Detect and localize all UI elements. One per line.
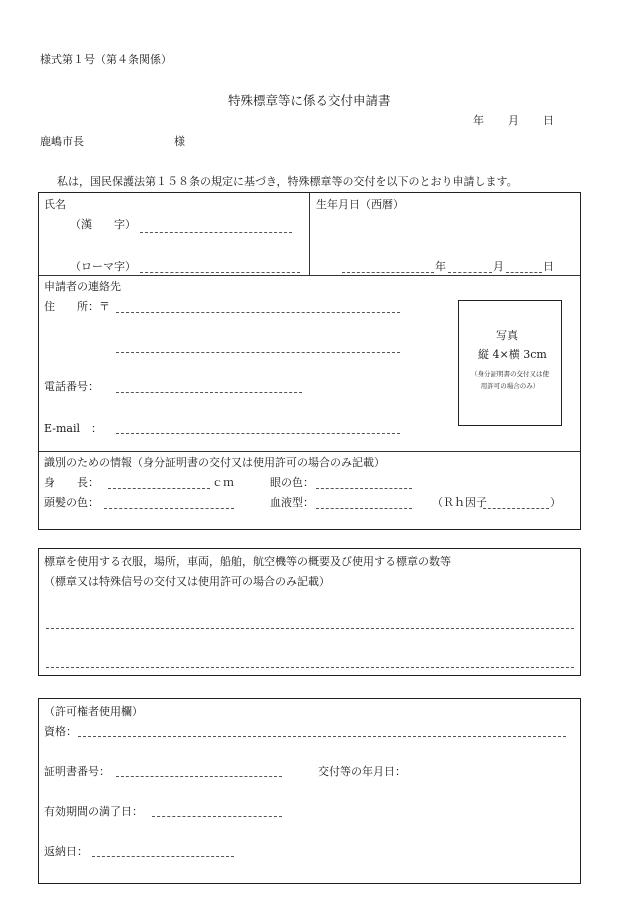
addressee: 鹿嶋市長	[40, 135, 84, 148]
identification-section-label: 識別のための情報（身分証明書の交付又は使用許可の場合のみ記載）	[44, 456, 385, 469]
address-field-line-1[interactable]	[116, 312, 400, 313]
birth-month-field[interactable]	[448, 272, 492, 273]
qualification-label: 資格：	[44, 725, 77, 738]
height-label: 身 長：	[44, 476, 99, 489]
birth-day-label: 日	[543, 260, 554, 273]
emblem-usage-field-line-1[interactable]	[46, 628, 574, 629]
issue-date-label: 交付等の年月日：	[318, 765, 406, 778]
name-birth-divider	[309, 193, 310, 275]
emblem-usage-field-line-2[interactable]	[46, 667, 574, 668]
birth-year-label: 年	[435, 260, 446, 273]
emblem-usage-description: 標章を使用する衣服，場所，車両，船舶，航空機等の概要及び使用する標章の数等	[44, 555, 451, 568]
honorific: 様	[174, 135, 185, 148]
expiry-date-label: 有効期間の満了日：	[44, 805, 143, 818]
blood-type-label: 血液型：	[270, 496, 314, 509]
certificate-number-field[interactable]	[116, 776, 282, 777]
kanji-name-field[interactable]	[140, 232, 292, 233]
section-divider-contact	[39, 275, 580, 276]
form-title: 特殊標章等に係る交付申請書	[228, 93, 391, 108]
rh-factor-field[interactable]	[483, 508, 549, 509]
name-label: 氏名	[44, 198, 66, 211]
email-label: E-mail ：	[44, 422, 102, 435]
phone-field[interactable]	[116, 392, 302, 393]
hair-color-field[interactable]	[104, 508, 234, 509]
height-field[interactable]	[108, 488, 210, 489]
authority-section-label: （許可権者使用欄）	[44, 705, 143, 718]
eye-color-label: 眼の色：	[270, 476, 314, 489]
photo-title: 写真	[496, 329, 518, 342]
kanji-label: （漢 字）	[70, 218, 136, 231]
rh-factor-close: ）	[550, 496, 561, 509]
birth-date-label: 生年月日（西暦）	[316, 198, 404, 211]
hair-color-label: 頭髪の色：	[44, 496, 99, 509]
romaji-name-field[interactable]	[140, 272, 300, 273]
return-date-label: 返納日：	[44, 845, 88, 858]
contact-section-label: 申請者の連絡先	[44, 280, 121, 293]
birth-month-label: 月	[493, 260, 504, 273]
address-label: 住 所：〒	[44, 300, 110, 313]
photo-size: 縦 4×横 3cm	[478, 348, 547, 361]
birth-day-field[interactable]	[506, 272, 542, 273]
date-day-label: 日	[543, 114, 554, 127]
email-field[interactable]	[116, 433, 400, 434]
certificate-number-label: 証明書番号：	[44, 765, 110, 778]
romaji-label: （ローマ字）	[70, 260, 136, 273]
qualification-field[interactable]	[78, 736, 566, 737]
emblem-usage-note: （標章又は特殊信号の交付又は使用許可の場合のみ記載）	[44, 575, 330, 588]
expiry-date-field[interactable]	[152, 816, 282, 817]
phone-label: 電話番号：	[44, 380, 99, 393]
blood-type-field[interactable]	[316, 508, 412, 509]
height-unit: ｃｍ	[212, 476, 234, 489]
photo-box[interactable]	[458, 300, 562, 426]
rh-factor-label: （Ｒｈ因子	[432, 496, 487, 509]
birth-year-field[interactable]	[342, 272, 434, 273]
return-date-field[interactable]	[92, 856, 234, 857]
photo-note: （身分証明書の交付又は使用許可の場合のみ）	[471, 370, 549, 391]
eye-color-field[interactable]	[316, 488, 412, 489]
intro-text: 私は，国民保護法第１５８条の規定に基づき，特殊標章等の交付を以下のとおり申請します。	[57, 175, 518, 188]
form-number: 様式第１号（第４条関係）	[40, 53, 172, 66]
section-divider-identification	[39, 451, 580, 452]
address-field-line-2[interactable]	[116, 352, 400, 353]
date-year-label: 年	[473, 114, 484, 127]
date-month-label: 月	[508, 114, 519, 127]
